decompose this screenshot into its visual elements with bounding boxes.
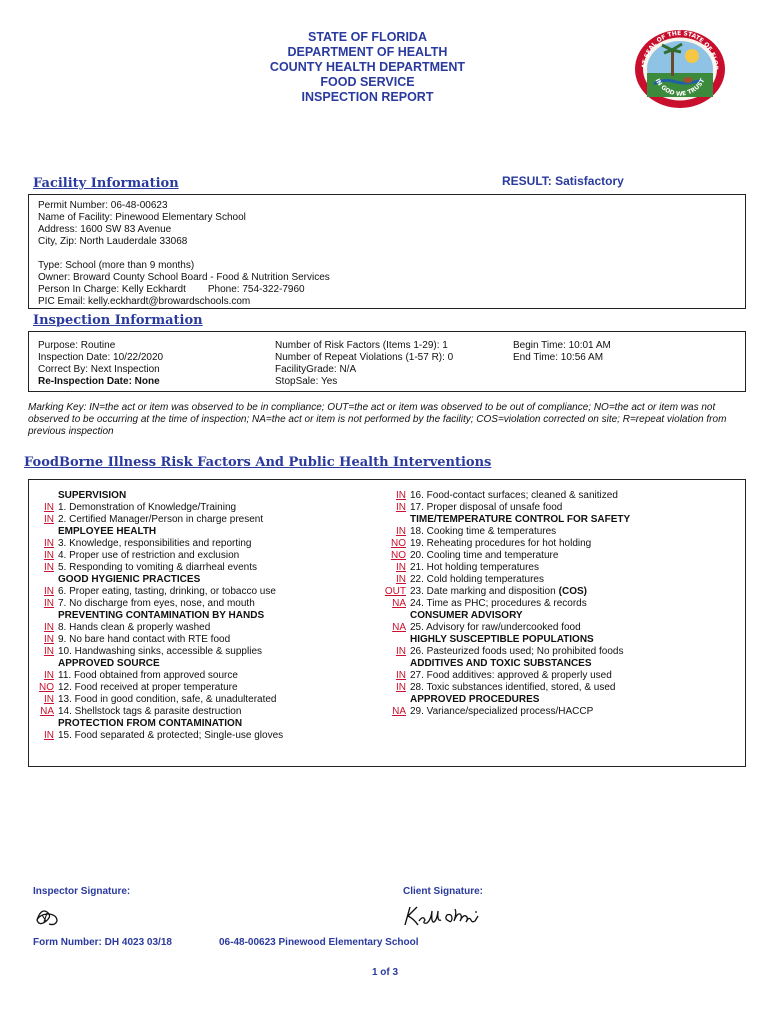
risk-item-row bbox=[29, 514, 389, 526]
risk-item-text: 23. Date marking and disposition bbox=[410, 586, 556, 597]
compliance-code: IN bbox=[396, 502, 406, 513]
risk-item-row bbox=[29, 598, 389, 610]
compliance-code: IN bbox=[44, 514, 54, 525]
compliance-code: OUT bbox=[384, 586, 406, 597]
risk-category-heading: TIME/TEMPERATURE CONTROL FOR SAFETY bbox=[410, 514, 631, 525]
header-line-food-service: FOOD SERVICE bbox=[320, 75, 415, 89]
risk-item-row bbox=[29, 706, 389, 718]
report-header bbox=[200, 30, 535, 105]
header-line-county: COUNTY HEALTH DEPARTMENT bbox=[269, 60, 466, 74]
client-signature-image bbox=[401, 903, 493, 931]
risk-item-row bbox=[29, 670, 389, 682]
compliance-code: IN bbox=[44, 730, 54, 741]
risk-item-row bbox=[378, 622, 738, 634]
risk-item-row bbox=[378, 706, 738, 718]
begin-time: Begin Time: 10:01 AM bbox=[513, 340, 611, 351]
header-line-state: STATE OF FLORIDA bbox=[308, 30, 427, 44]
person-in-charge-row bbox=[38, 284, 330, 296]
risk-item-row bbox=[29, 562, 389, 574]
risk-category-heading: HIGHLY SUSCEPTIBLE POPULATIONS bbox=[410, 634, 594, 645]
pic-email: PIC Email: kelly.eckhardt@browardschools.com bbox=[38, 296, 251, 307]
inspection-info-box bbox=[28, 331, 746, 392]
facility-phone: Phone: 754-322-7960 bbox=[207, 284, 305, 295]
header-line-department: DEPARTMENT OF HEALTH bbox=[287, 45, 448, 59]
person-in-charge: Person In Charge: Kelly Eckhardt bbox=[38, 284, 186, 295]
risk-item-row bbox=[29, 694, 389, 706]
risk-item-text: 3. Knowledge, responsibilities and reporting bbox=[58, 538, 252, 549]
risk-item-row bbox=[378, 550, 738, 562]
client-signature-label: Client Signature: bbox=[403, 886, 484, 897]
compliance-code: IN bbox=[44, 646, 54, 657]
risk-item-text: 28. Toxic substances identified, stored, & used bbox=[410, 682, 616, 693]
risk-item-text: 9. No bare hand contact with RTE food bbox=[58, 634, 231, 645]
compliance-code: IN bbox=[44, 550, 54, 561]
repeat-violation-count: Number of Repeat Violations (1-57 R): 0 bbox=[275, 352, 454, 363]
corrected-on-site-flag: (COS) bbox=[558, 586, 587, 597]
risk-item-text: 1. Demonstration of Knowledge/Training bbox=[58, 502, 237, 513]
risk-category-heading: GOOD HYGIENIC PRACTICES bbox=[58, 574, 201, 585]
risk-item-text: 12. Food received at proper temperature bbox=[58, 682, 238, 693]
risk-item-row bbox=[378, 670, 738, 682]
risk-item-text: 29. Variance/specialized process/HACCP bbox=[410, 706, 594, 717]
risk-factors-right-column bbox=[378, 490, 738, 718]
risk-item-row bbox=[29, 730, 389, 742]
compliance-code: NA bbox=[392, 598, 406, 609]
compliance-code: IN bbox=[396, 682, 406, 693]
form-number: Form Number: DH 4023 03/18 bbox=[33, 937, 172, 948]
risk-item-row bbox=[29, 502, 389, 514]
risk-item-text: 5. Responding to vomiting & diarrheal events bbox=[58, 562, 258, 573]
risk-item-row bbox=[378, 502, 738, 514]
risk-factors-box bbox=[28, 479, 746, 767]
compliance-code: IN bbox=[396, 574, 406, 585]
header-line-report: INSPECTION REPORT bbox=[301, 90, 434, 104]
compliance-code: IN bbox=[44, 622, 54, 633]
compliance-code: IN bbox=[44, 562, 54, 573]
risk-item-text: 16. Food-contact surfaces; cleaned & sanitized bbox=[410, 490, 618, 501]
compliance-code: NO bbox=[39, 682, 54, 693]
risk-factor-count: Number of Risk Factors (Items 1-29): 1 bbox=[275, 340, 448, 351]
risk-item-text: 17. Proper disposal of unsafe food bbox=[410, 502, 563, 513]
risk-item-text: 4. Proper use of restriction and exclusion bbox=[58, 550, 240, 561]
facility-address: Address: 1600 SW 83 Avenue bbox=[38, 224, 172, 235]
risk-item-row bbox=[29, 538, 389, 550]
risk-category-heading: SUPERVISION bbox=[58, 490, 127, 501]
compliance-code: IN bbox=[44, 694, 54, 705]
risk-category-heading: ADDITIVES AND TOXIC SUBSTANCES bbox=[410, 658, 592, 669]
inspection-result: RESULT: Satisfactory bbox=[502, 174, 624, 188]
risk-factors-left-column bbox=[29, 490, 389, 742]
risk-item-row bbox=[29, 622, 389, 634]
risk-item-text: 10. Handwashing sinks, accessible & supplies bbox=[58, 646, 262, 657]
risk-category-heading: EMPLOYEE HEALTH bbox=[58, 526, 157, 537]
risk-item-row bbox=[29, 646, 389, 658]
risk-item-text: 8. Hands clean & properly washed bbox=[58, 622, 211, 633]
compliance-code: IN bbox=[396, 562, 406, 573]
compliance-code: IN bbox=[44, 586, 54, 597]
risk-category-heading: PREVENTING CONTAMINATION BY HANDS bbox=[58, 610, 265, 621]
risk-item-text: 27. Food additives: approved & properly used bbox=[410, 670, 612, 681]
compliance-code: IN bbox=[44, 670, 54, 681]
risk-item-row bbox=[378, 538, 738, 550]
risk-category-heading: APPROVED SOURCE bbox=[58, 658, 160, 669]
compliance-code: IN bbox=[396, 526, 406, 537]
compliance-code: IN bbox=[44, 502, 54, 513]
risk-item-text: 2. Certified Manager/Person in charge present bbox=[58, 514, 264, 525]
risk-item-row bbox=[378, 526, 738, 538]
svg-text:IN GOD WE TRUST: IN GOD WE TRUST bbox=[653, 77, 707, 98]
risk-item-text: 20. Cooling time and temperature bbox=[410, 550, 559, 561]
facility-name: Name of Facility: Pinewood Elementary School bbox=[38, 212, 246, 223]
marking-key: Marking Key: IN=the act or item was observed to be in compliance; OUT=the act or item was observed to be out of compliance; NO=the act or item was not observed to be occurring at the time of inspection; NA=the act or item is not performed by the facility; COS=violation corrected on site; R=repeat violation from previous inspection bbox=[28, 402, 727, 437]
inspection-date: Inspection Date: 10/22/2020 bbox=[38, 352, 164, 363]
footer-permit-facility: 06-48-00623 Pinewood Elementary School bbox=[219, 937, 419, 948]
inspection-section-title: Inspection Information bbox=[33, 313, 203, 328]
compliance-code: NO bbox=[391, 538, 406, 549]
florida-seal-logo bbox=[632, 28, 728, 110]
risk-item-row bbox=[29, 586, 389, 598]
compliance-code: IN bbox=[396, 490, 406, 501]
compliance-code: NO bbox=[391, 550, 406, 561]
risk-item-text: 21. Hot holding temperatures bbox=[410, 562, 539, 573]
risk-item-row bbox=[378, 562, 738, 574]
risk-item-text: 26. Pasteurized foods used; No prohibited foods bbox=[410, 646, 624, 657]
permit-number: Permit Number: 06-48-00623 bbox=[38, 200, 168, 211]
risk-item-row bbox=[29, 682, 389, 694]
facility-city-zip: City, Zip: North Lauderdale 33068 bbox=[38, 236, 188, 247]
reinspection-date: Re-Inspection Date: None bbox=[38, 376, 160, 387]
risk-item-row bbox=[378, 646, 738, 658]
compliance-code: IN bbox=[44, 634, 54, 645]
risk-item-row bbox=[29, 634, 389, 646]
risk-item-text: 6. Proper eating, tasting, drinking, or tobacco use bbox=[58, 586, 276, 597]
risk-item-text: 13. Food in good condition, safe, & unadulterated bbox=[58, 694, 277, 705]
compliance-code: IN bbox=[44, 598, 54, 609]
risk-factors-section-title: FoodBorne Illness Risk Factors And Public Health Interventions bbox=[24, 455, 492, 470]
risk-category-heading: APPROVED PROCEDURES bbox=[410, 694, 540, 705]
compliance-code: IN bbox=[396, 670, 406, 681]
inspector-signature-image bbox=[33, 904, 63, 930]
risk-category-heading: PROTECTION FROM CONTAMINATION bbox=[58, 718, 243, 729]
compliance-code: IN bbox=[396, 646, 406, 657]
page-number: 1 of 3 bbox=[371, 967, 399, 978]
facility-grade: FacilityGrade: N/A bbox=[275, 364, 357, 375]
risk-item-text: 22. Cold holding temperatures bbox=[410, 574, 544, 585]
risk-item-row bbox=[29, 550, 389, 562]
risk-item-row bbox=[378, 598, 738, 610]
facility-info-box bbox=[28, 194, 746, 309]
inspection-purpose: Purpose: Routine bbox=[38, 340, 116, 351]
risk-category-heading: CONSUMER ADVISORY bbox=[410, 610, 523, 621]
risk-item-row bbox=[378, 586, 738, 598]
facility-type: Type: School (more than 9 months) bbox=[38, 260, 195, 271]
compliance-code: NA bbox=[40, 706, 54, 717]
facility-section-title: Facility Information bbox=[33, 176, 179, 191]
correct-by: Correct By: Next Inspection bbox=[38, 364, 160, 375]
risk-item-row bbox=[378, 682, 738, 694]
risk-item-text: 7. No discharge from eyes, nose, and mouth bbox=[58, 598, 255, 609]
facility-owner: Owner: Broward County School Board - Food & Nutrition Services bbox=[38, 272, 330, 283]
stop-sale: StopSale: Yes bbox=[275, 376, 338, 387]
risk-item-text: 19. Reheating procedures for hot holding bbox=[410, 538, 592, 549]
risk-item-text: 24. Time as PHC; procedures & records bbox=[410, 598, 587, 609]
compliance-code: NA bbox=[392, 706, 406, 717]
risk-item-row bbox=[378, 490, 738, 502]
risk-item-text: 14. Shellstock tags & parasite destruction bbox=[58, 706, 242, 717]
svg-text:GREAT SEAL OF THE STATE OF FLO: AT SEAL OF THE STATE OF FLOR bbox=[640, 29, 720, 71]
end-time: End Time: 10:56 AM bbox=[513, 352, 604, 363]
risk-item-text: 25. Advisory for raw/undercooked food bbox=[410, 622, 581, 633]
risk-item-row bbox=[378, 574, 738, 586]
inspector-signature-label: Inspector Signature: bbox=[33, 886, 131, 897]
compliance-code: IN bbox=[44, 538, 54, 549]
compliance-code: NA bbox=[392, 622, 406, 633]
risk-item-text: 18. Cooking time & temperatures bbox=[410, 526, 557, 537]
risk-item-text: 11. Food obtained from approved source bbox=[58, 670, 238, 681]
risk-item-text: 15. Food separated & protected; Single-use gloves bbox=[58, 730, 284, 741]
